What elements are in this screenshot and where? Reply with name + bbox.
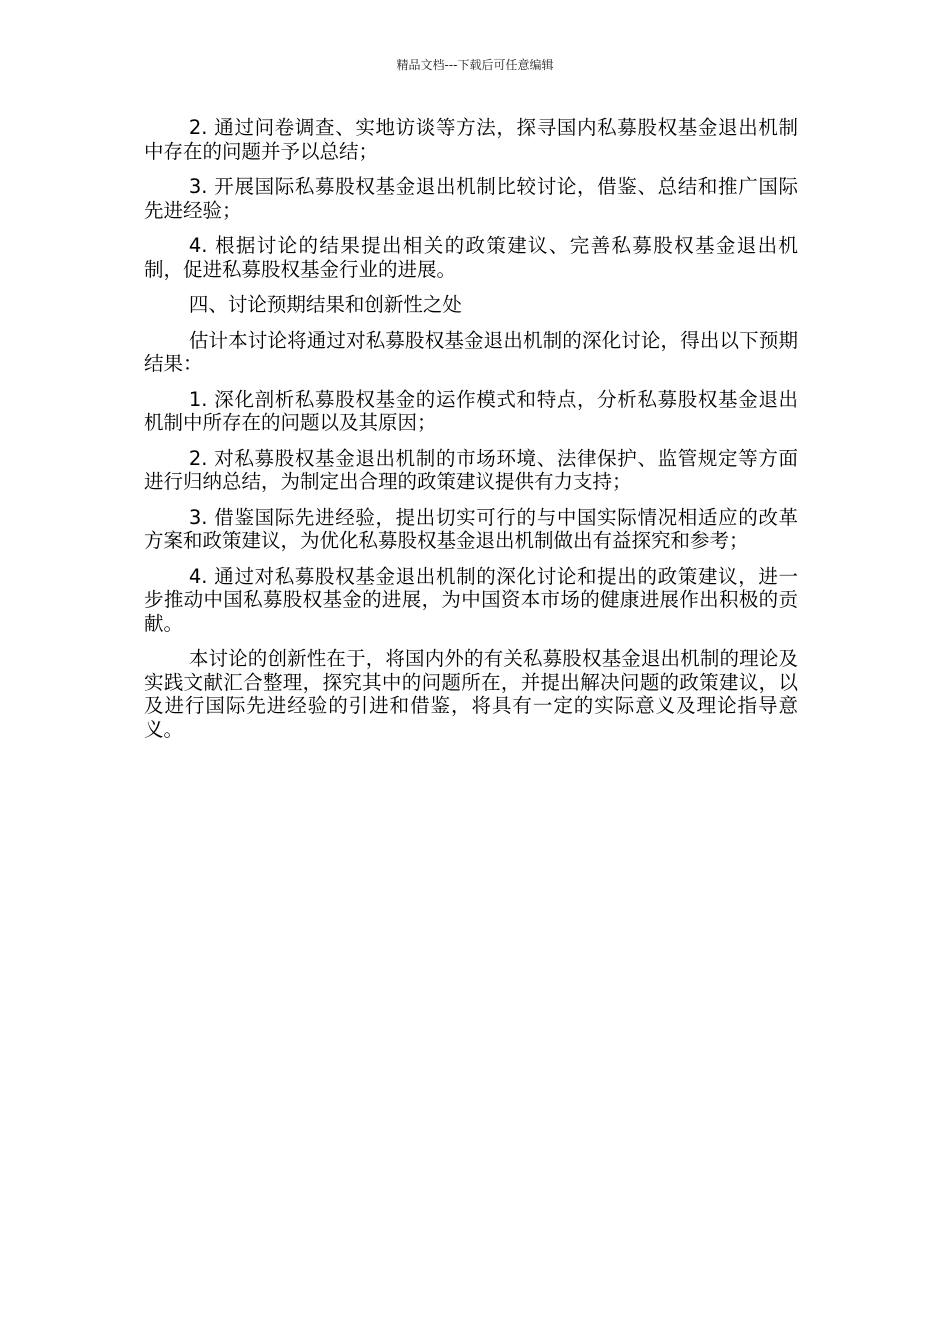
- paragraph-expected-4: 4. 通过对私募股权基金退出机制的深化讨论和提出的政策建议，进一步推动中国私募股权基金的进展，为中国资本市场的健康进展作出积极的贡献。: [144, 564, 798, 635]
- page-header: 精品文档---下载后可任意编辑: [396, 58, 554, 72]
- paragraph-research-method-2: 2. 通过问卷调查、实地访谈等方法，探寻国内私募股权基金退出机制中存在的问题并予以总结；: [144, 116, 798, 163]
- paragraph-expected-2: 2. 对私募股权基金退出机制的市场环境、法律保护、监管规定等方面进行归纳总结，为制定出合理的政策建议提供有力支持；: [144, 446, 798, 493]
- paragraph-expected-3: 3. 借鉴国际先进经验，提出切实可行的与中国实际情况相适应的改革方案和政策建议，为优化私募股权基金退出机制做出有益探究和参考；: [144, 505, 798, 552]
- paragraph-research-method-4: 4. 根据讨论的结果提出相关的政策建议、完善私募股权基金退出机制，促进私募股权基金行业的进展。: [144, 234, 798, 281]
- paragraph-expected-intro: 估计本讨论将通过对私募股权基金退出机制的深化讨论，得出以下预期结果：: [144, 328, 798, 375]
- section-heading: 四、讨论预期结果和创新性之处: [188, 293, 462, 316]
- paragraph-expected-1: 1. 深化剖析私募股权基金的运作模式和特点，分析私募股权基金退出机制中所存在的问题以及其原因；: [144, 387, 798, 434]
- paragraph-innovation: 本讨论的创新性在于，将国内外的有关私募股权基金退出机制的理论及实践文献汇合整理，探究其中的问题所在，并提出解决问题的政策建议，以及进行国际先进经验的引进和借鉴，将具有一定的实际意义及理论指导意义。: [144, 647, 798, 741]
- document-body: [144, 116, 798, 753]
- paragraph-research-method-3: 3. 开展国际私募股权基金退出机制比较讨论，借鉴、总结和推广国际先进经验；: [144, 175, 798, 222]
